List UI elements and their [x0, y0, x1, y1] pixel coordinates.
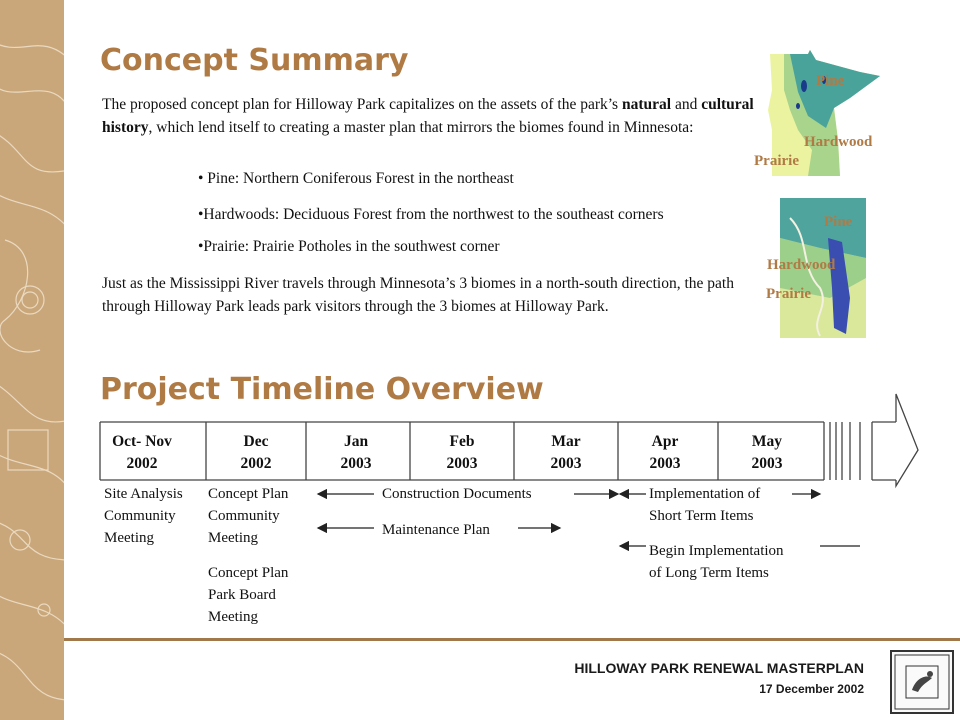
footer-title: HILLOWAY PARK RENEWAL MASTERPLAN: [574, 660, 864, 676]
timeline-title: Project Timeline Overview: [100, 372, 544, 407]
month-year: 2003: [550, 455, 582, 472]
concept-paragraph-2: Just as the Mississippi River travels through Minnesota’s 3 biomes in a north-south direction, the path through Hilloway Park leads park visitors through the 3 biomes at Hilloway Park.: [102, 275, 734, 315]
para1-text-a: The proposed concept plan for Hilloway Park capitalizes on the assets of the park’s: [102, 96, 622, 113]
kestrel-design-group-logo: [890, 650, 954, 714]
month-year: 2003: [446, 455, 478, 472]
task-maintenance-plan: Maintenance Plan: [382, 522, 490, 538]
para1-text-e: , which lend itself to creating a master plan that mirrors the biomes found in Minnesota:: [148, 119, 694, 136]
para1-natural: natural: [621, 96, 672, 113]
map2-pine-label: Pine: [824, 214, 853, 230]
task-line: Community: [208, 508, 280, 524]
task-line: Meeting: [208, 609, 258, 625]
logo-graphic: [892, 652, 952, 712]
para1-text-c: and: [671, 96, 702, 113]
month-year: 2002: [240, 455, 272, 472]
task-short-term: [649, 483, 760, 527]
month-name: May: [751, 433, 783, 450]
task-line: Implementation of: [649, 486, 761, 502]
task-line: Meeting: [104, 530, 154, 546]
bullet-pine: • Pine: Northern Coniferous Forest in the northeast: [198, 170, 514, 187]
month-name: Oct- Nov: [112, 433, 172, 450]
para1-cultural-history: cultural history: [102, 96, 754, 136]
month-name: Jan: [343, 433, 369, 450]
task-line: Begin Implementation: [649, 543, 784, 559]
month-name: Dec: [243, 433, 269, 450]
topo-sidebar: [0, 0, 64, 720]
month-year: 2003: [649, 455, 681, 472]
month-dec: [216, 431, 296, 475]
month-name: Mar: [551, 433, 581, 450]
task-long-term: [649, 540, 784, 584]
task-line: Concept Plan: [208, 486, 289, 502]
task-line: Concept Plan: [208, 565, 289, 581]
month-name: Apr: [651, 433, 679, 450]
task-concept-community: [208, 483, 288, 549]
map1-pine-label: Pine: [816, 73, 845, 89]
task-line: Community: [104, 508, 176, 524]
task-line: Site Analysis: [104, 486, 183, 502]
month-year: 2002: [126, 455, 158, 472]
task-construction-documents: Construction Documents: [382, 486, 532, 502]
topo-pattern: [0, 0, 64, 720]
bullet-prairie: •Prairie: Prairie Potholes in the southwest corner: [198, 238, 500, 255]
month-feb: [422, 431, 502, 475]
concept-summary-title: Concept Summary: [100, 43, 409, 78]
task-concept-board: [208, 562, 288, 628]
footer-divider: [64, 638, 960, 641]
month-year: 2003: [340, 455, 372, 472]
month-jan: [316, 431, 396, 475]
task-site-analysis: [104, 483, 183, 549]
map1-hardwood-label: Hardwood: [804, 134, 873, 150]
map2-hardwood-label: Hardwood: [767, 257, 836, 273]
concept-paragraph-1: [102, 93, 772, 139]
map2-prairie-label: Prairie: [766, 286, 811, 302]
month-oct-nov: [102, 431, 182, 475]
map1-prairie-label: Prairie: [754, 153, 799, 169]
month-year: 2003: [751, 455, 783, 472]
bullet-hardwoods: •Hardwoods: Deciduous Forest from the northwest to the southeast corners: [198, 206, 664, 223]
month-apr: [625, 431, 705, 475]
month-may: [727, 431, 807, 475]
task-line: of Long Term Items: [649, 565, 769, 581]
month-mar: [526, 431, 606, 475]
month-name: Feb: [449, 433, 475, 450]
footer-date: 17 December 2002: [759, 682, 864, 696]
task-line: Meeting: [208, 530, 258, 546]
task-line: Park Board: [208, 587, 276, 603]
task-line: Short Term Items: [649, 508, 754, 524]
